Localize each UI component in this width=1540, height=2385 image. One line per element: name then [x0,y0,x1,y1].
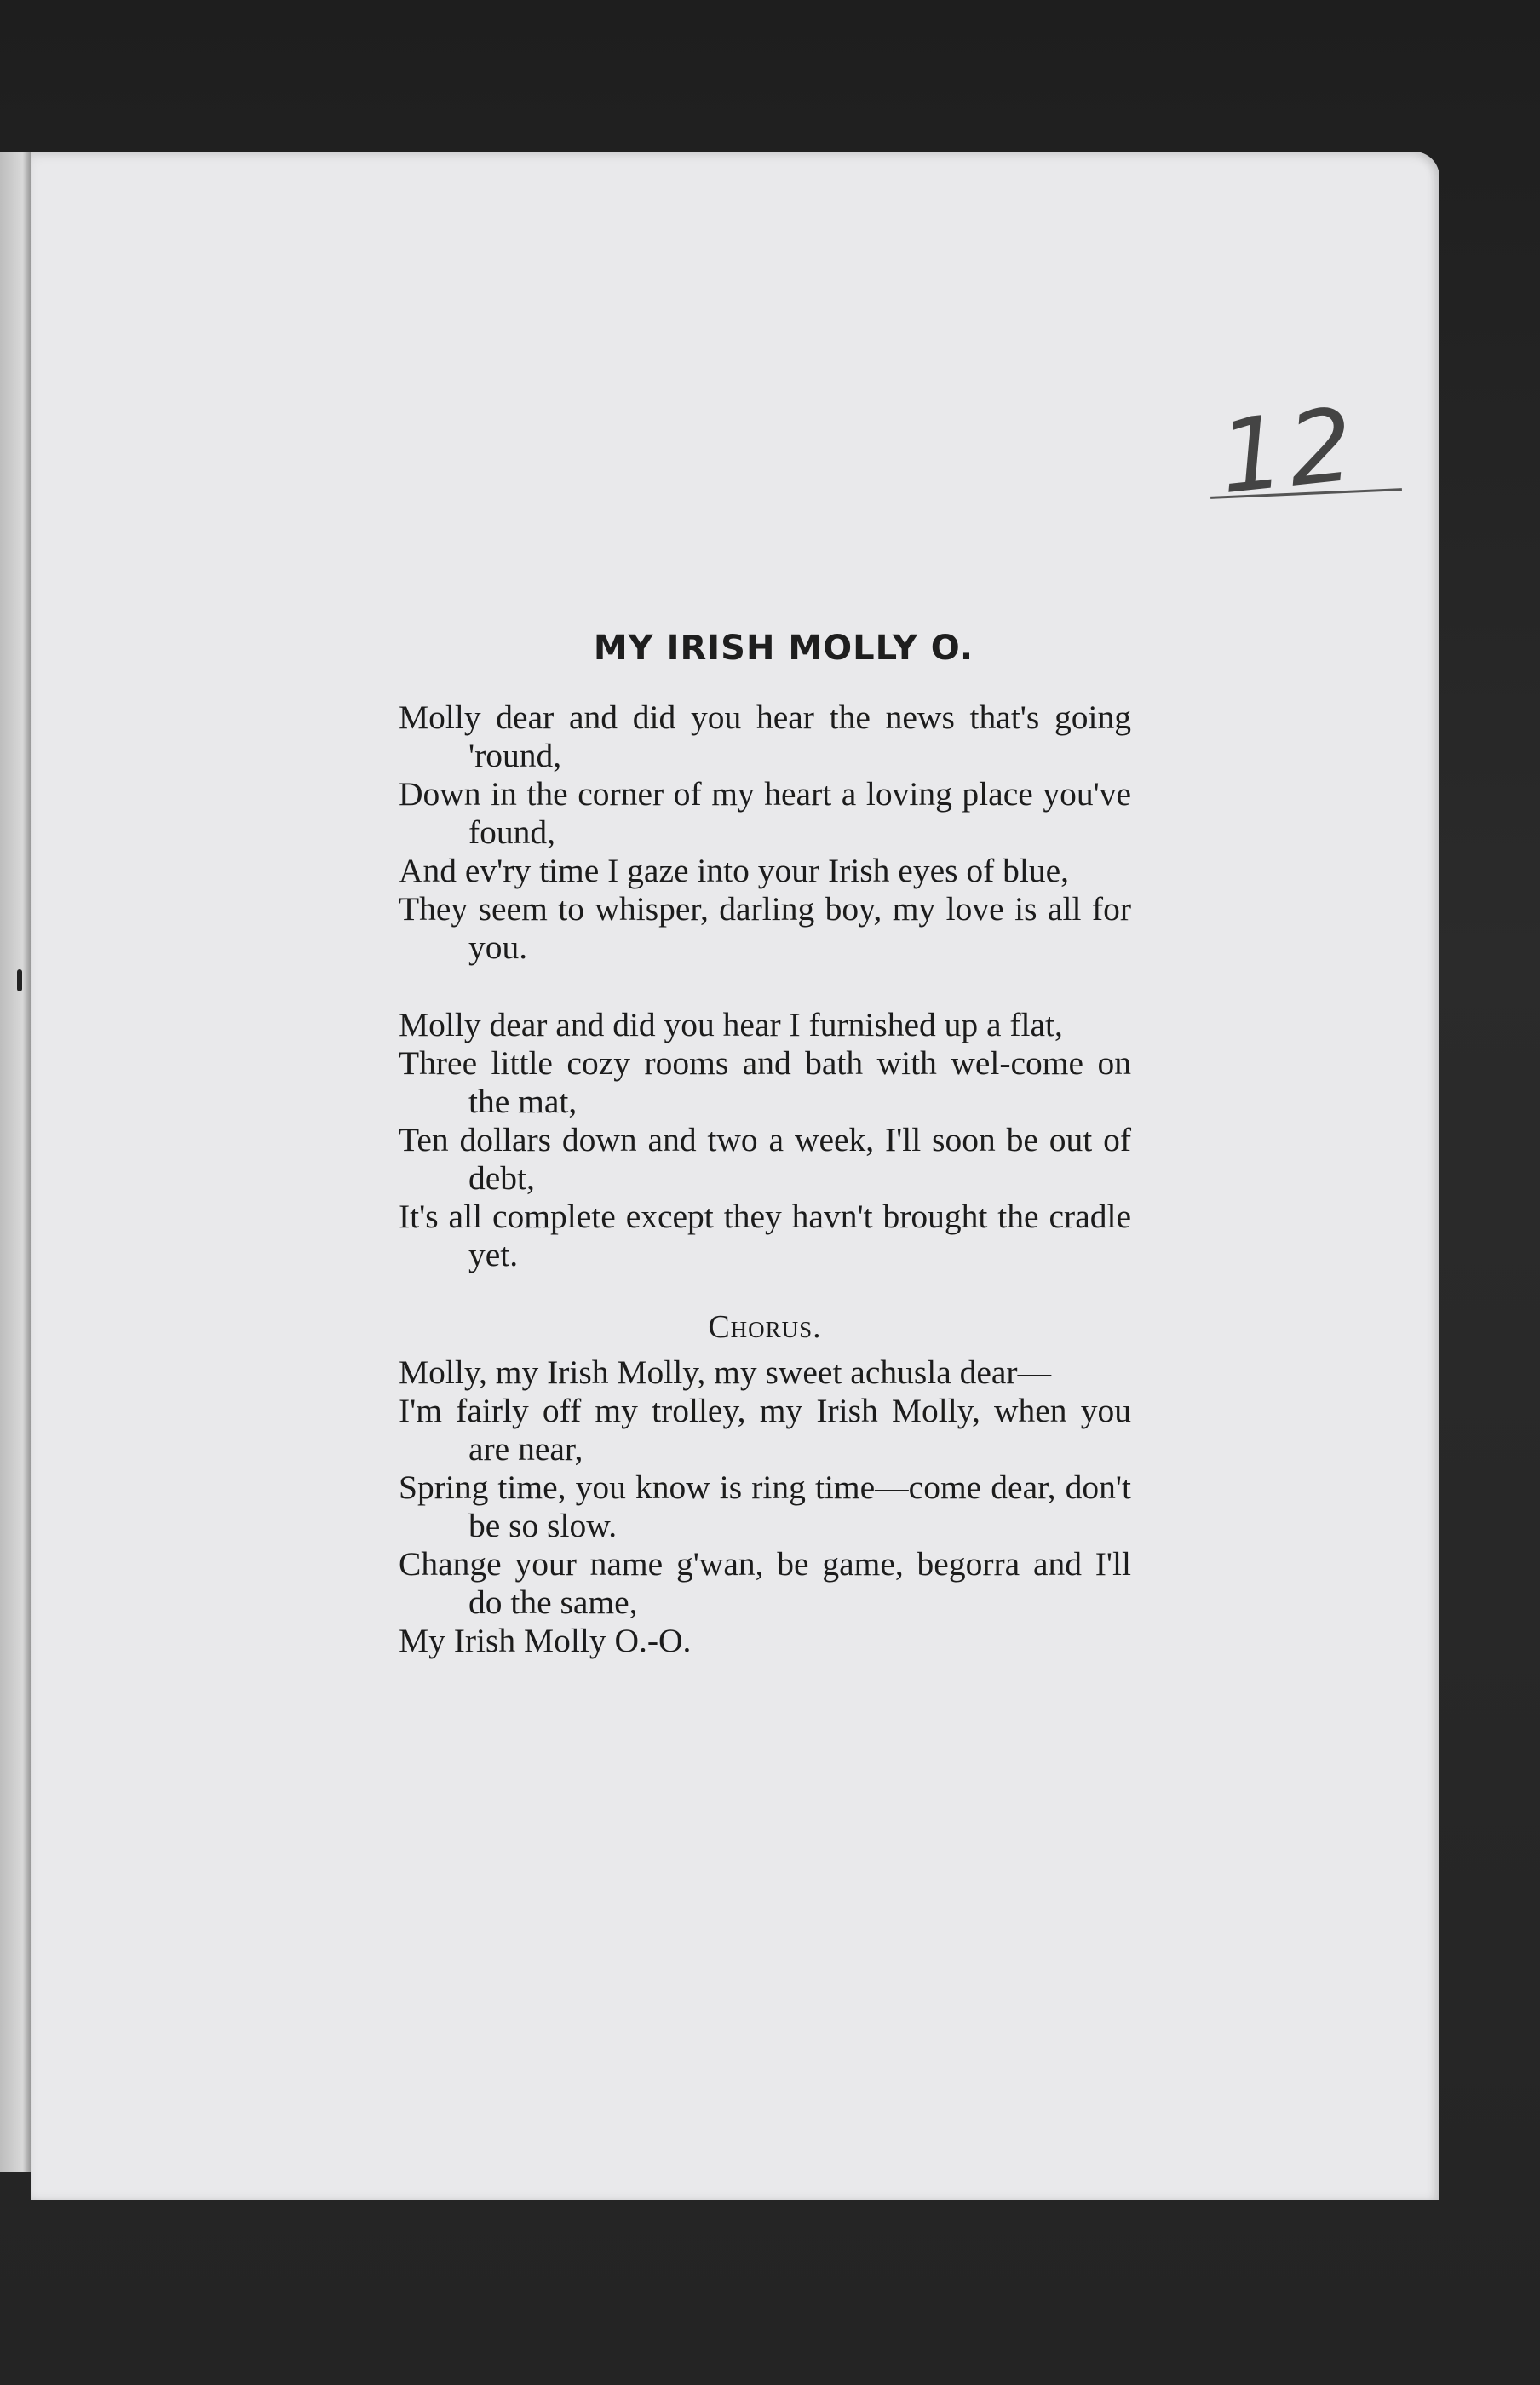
chorus-line: Change your name g'wan, be game, begorra and I'll do the same, [399,1545,1131,1621]
verse-line: Molly dear and did you hear the news that's going 'round, [399,698,1131,774]
verse-line: Ten dollars down and two a week, I'll soon be out of debt, [399,1121,1131,1197]
verse-line: They seem to whisper, darling boy, my love is all for you. [399,890,1131,966]
chorus-line: I'm fairly off my trolley, my Irish Molly, when you are near, [399,1392,1131,1468]
song-title: MY IRISH MOLLY O. [593,629,974,668]
chorus-line: Molly, my Irish Molly, my sweet achusla dear— [399,1353,1052,1391]
song-lyrics [399,698,1131,1699]
verse-line: And ev'ry time I gaze into your Irish eyes of blue, [399,852,1070,889]
chorus-line: Spring time, you know is ring time—come dear, don't be so slow. [399,1468,1131,1544]
chorus [399,1353,1131,1660]
verse-line: Three little cozy rooms and bath with wel-come on the mat, [399,1044,1131,1120]
verse-line: It's all complete except they havn't brought the cradle yet. [399,1198,1131,1273]
verse-line: Molly dear and did you hear I furnished up a flat, [399,1006,1063,1043]
verse-1 [399,698,1131,967]
previous-page-edge [0,152,32,2172]
verse-2 [399,1006,1131,1274]
handwritten-page-number: 12 [1214,384,1364,517]
chorus-line: My Irish Molly O.-O. [399,1622,692,1659]
verse-line: Down in the corner of my heart a loving place you've found, [399,775,1131,851]
page-edge-mark [17,969,22,991]
chorus-heading: Chorus. [708,1309,822,1345]
